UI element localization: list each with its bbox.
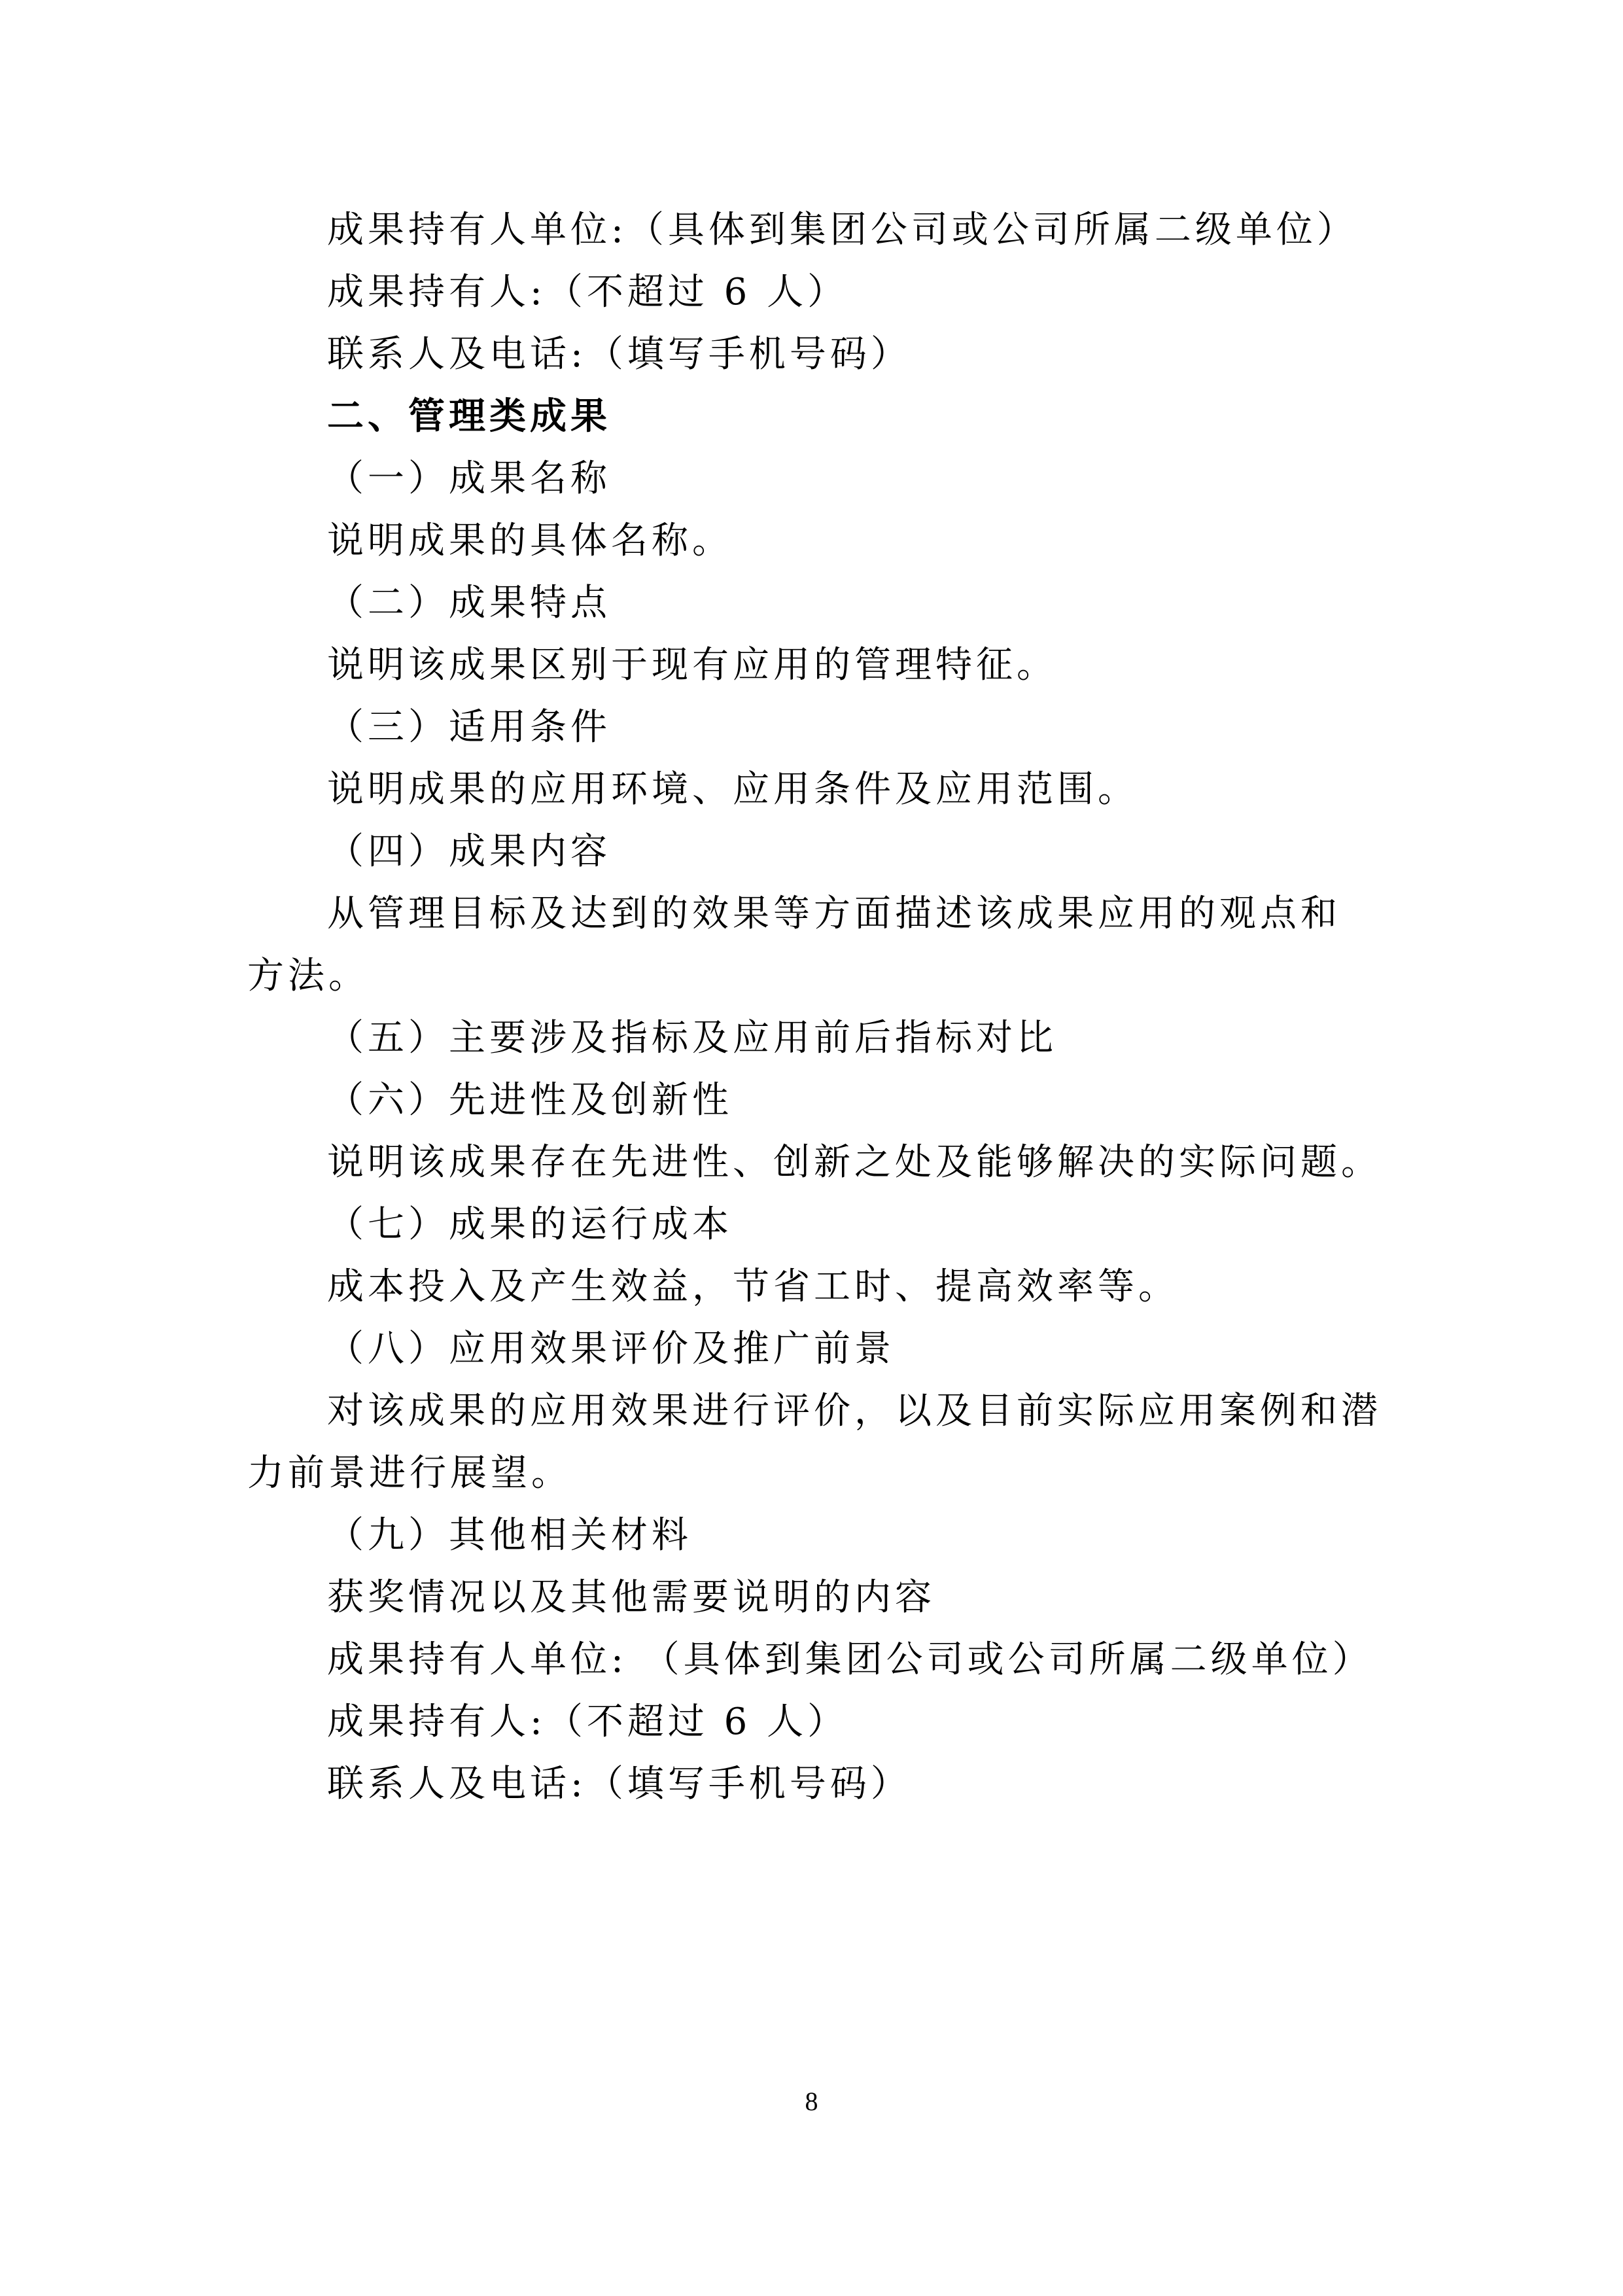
- page-number: 8: [805, 2087, 818, 2116]
- paragraph-8-line-2: 力前景进行展望。: [247, 1452, 572, 1494]
- paragraph-6: 说明该成果存在先进性、创新之处及能够解决的实际问题。: [327, 1141, 1382, 1184]
- subheading-3: （三）适用条件: [327, 706, 611, 749]
- subheading-4: （四）成果内容: [327, 830, 611, 873]
- paragraph-8-line-1: 对该成果的应用效果进行评价，以及目前实际应用案例和潜: [327, 1390, 1382, 1432]
- paragraph-3: 说明成果的应用环境、应用条件及应用范围。: [327, 768, 1138, 811]
- paragraph-9: 获奖情况以及其他需要说明的内容: [327, 1576, 935, 1619]
- subheading-7: （七）成果的运行成本: [327, 1203, 733, 1246]
- section-heading: 二、管理类成果: [327, 395, 611, 438]
- subheading-5: （五）主要涉及指标及应用前后指标对比: [327, 1017, 1057, 1059]
- owner-line: 成果持有人:（不超过 6 人）: [327, 271, 848, 313]
- subheading-6: （六）先进性及创新性: [327, 1079, 733, 1122]
- paragraph-4-line-1: 从管理目标及达到的效果等方面描述该成果应用的观点和: [327, 892, 1341, 935]
- owner-unit-line: 成果持有人单位:（具体到集团公司或公司所属二级单位）: [327, 209, 1357, 251]
- subheading-8: （八）应用效果评价及推广前景: [327, 1328, 895, 1370]
- paragraph-7: 成本投入及产生效益，节省工时、提高效率等。: [327, 1265, 1179, 1308]
- subheading-9: （九）其他相关材料: [327, 1514, 692, 1557]
- subheading-1: （一）成果名称: [327, 457, 611, 500]
- owner-unit-line-2: 成果持有人单位: （具体到集团公司或公司所属二级单位）: [327, 1638, 1373, 1681]
- contact-line: 联系人及电话:（填写手机号码）: [327, 333, 911, 376]
- contact-line-2: 联系人及电话:（填写手机号码）: [327, 1763, 911, 1805]
- paragraph-1: 说明成果的具体名称。: [327, 520, 733, 562]
- paragraph-2: 说明该成果区别于现有应用的管理特征。: [327, 644, 1057, 686]
- paragraph-4-line-2: 方法。: [247, 955, 369, 997]
- owner-line-2: 成果持有人:（不超过 6 人）: [327, 1701, 848, 1743]
- subheading-2: （二）成果特点: [327, 582, 611, 624]
